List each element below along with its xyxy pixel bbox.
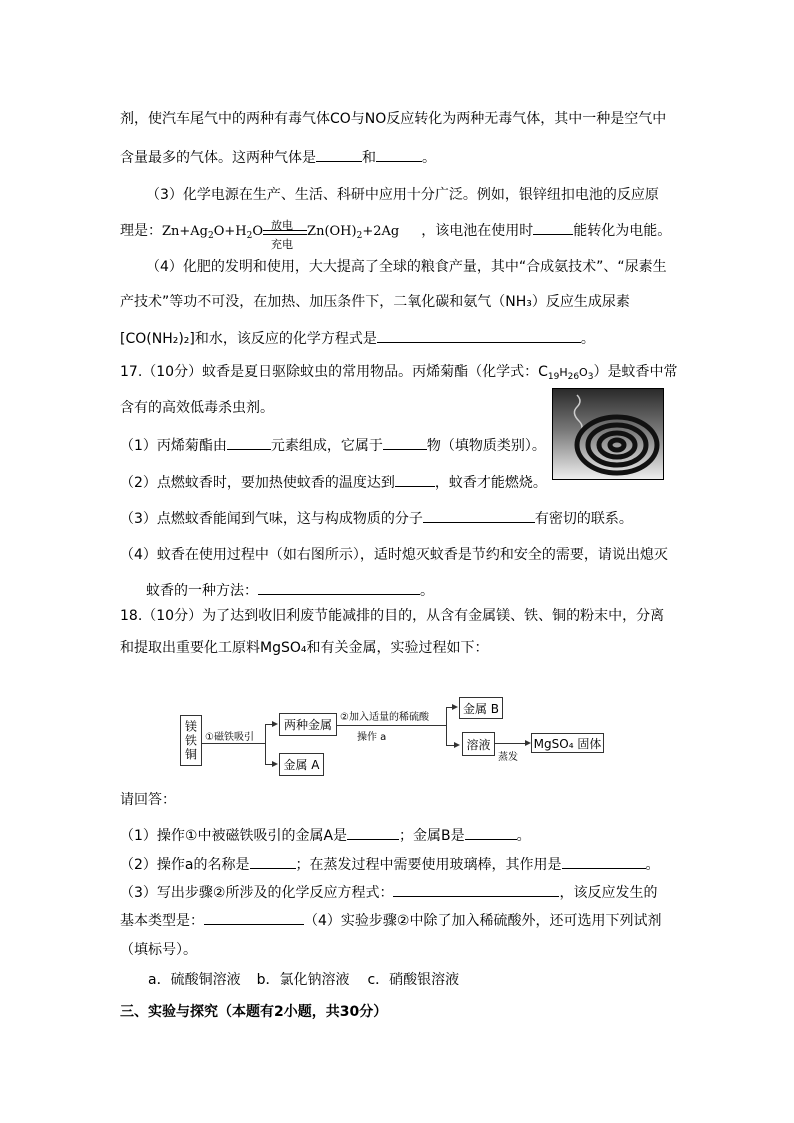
option-c: c．硝酸银溶液 [367, 972, 460, 988]
text-line: （1）丙烯菊酯由 元素组成，它属于 物（填物质类别）。 [120, 435, 546, 456]
section-heading: 三、实验与探究（本题有2小题，共30分） [120, 1004, 388, 1020]
text-line: （2）点燃蚊香时，要加热使蚊香的温度达到 ，蚊香才能燃烧。 [120, 472, 547, 493]
answer-blank[interactable] [376, 147, 422, 162]
text: 和 [362, 150, 376, 166]
text-line: 蚊香的一种方法： 。 [146, 580, 434, 601]
text-line: （4）蚊香在使用过程中（如右图所示），适时熄灭蚊香是节约和安全的需要，请说出熄灭 [120, 547, 668, 563]
answer-blank[interactable] [465, 825, 517, 840]
question-heading: 18.（10分）为了达到收旧利废节能减排的目的，从含有金属镁、铁、铜的粉末中，分离 [120, 608, 665, 624]
text-line: （3）点燃蚊香能闻到气味，这与构成物质的分子 有密切的联系。 [120, 508, 633, 529]
arrow-icon [452, 704, 458, 710]
text-line [120, 147, 436, 168]
solution-box: 溶液 [462, 732, 495, 756]
option-a: a．硫酸铜溶液 [148, 972, 241, 988]
text-line: 请回答： [120, 792, 176, 808]
text-line [120, 328, 595, 349]
mosquito-coil-image [552, 388, 664, 480]
answer-blank[interactable] [395, 472, 435, 487]
chemical-equation: $Zn+Ag_2O+H_2O$ 放电 充电 $Zn(OH)_2+2Ag$ [162, 218, 400, 251]
arrow-icon [454, 742, 460, 748]
text-line: 含有的高效低毒杀虫剂。 [120, 400, 274, 416]
start-box: 镁铁铜 [180, 715, 202, 766]
answer-blank[interactable] [258, 580, 420, 595]
answer-blank[interactable] [377, 328, 581, 343]
arrow-icon [272, 761, 278, 767]
text-line: （3）化学电源在生产、生活、科研中应用十分广泛。例如，银锌纽扣电池的反应原 [146, 187, 659, 203]
text: 能转化为电能。 [573, 223, 672, 239]
text-line: （3）写出步骤②所涉及的化学反应方程式： ，该反应发生的 [120, 882, 657, 903]
answer-blank[interactable] [316, 147, 362, 162]
text-line: 产技术”等功不可没，在加热、加压条件下，二氧化碳和氨气（NH₃）反应生成尿素 [120, 294, 630, 310]
answer-blank[interactable] [393, 882, 559, 897]
text: 理是： [120, 223, 162, 239]
options [148, 970, 459, 990]
answer-blank[interactable] [423, 508, 535, 523]
answer-blank[interactable] [250, 854, 296, 869]
answer-blank[interactable] [347, 825, 399, 840]
text: 。 [422, 150, 436, 166]
step2-label: ②加入适量的稀硫酸 [340, 712, 429, 723]
product-box: MgSO₄ 固体 [531, 733, 604, 753]
metal-b-box: 金属 B [459, 697, 503, 719]
text: ，该电池在使用时 [421, 223, 534, 239]
reversible-arrow-icon: 放电 充电 [263, 222, 307, 242]
operation-a-label: 操作 a [357, 732, 387, 743]
text-line: （4）化肥的发明和使用，大大提高了全球的粮食产量，其中“合成氨技术”、“尿素生 [146, 259, 667, 275]
text-line: 基本类型是： （4）实验步骤②中除了加入稀硫酸外，还可选用下列试剂 [120, 910, 661, 931]
text: 含量最多的气体。这两种气体是 [120, 150, 316, 166]
text-line: 和提取出重要化工原料MgSO₄和有关金属，实验过程如下： [120, 640, 489, 656]
question-heading: 17.（10分）蚊香是夏日驱除蚊虫的常用物品。丙烯菊酯（化学式：$C_{19}H_{26}O_3$）是蚊香中常 [120, 364, 678, 382]
arrow-icon [272, 721, 278, 727]
text-line: （1）操作①中被磁铁吸引的金属A是 ；金属B是 。 [120, 825, 531, 846]
two-metals-box: 两种金属 [279, 713, 337, 736]
answer-blank[interactable] [562, 854, 646, 869]
step1-label: ①磁铁吸引 [205, 732, 254, 743]
text-line: 剂，使汽车尾气中的两种有毒气体CO与NO反应转化为两种无毒气体，其中一种是空气中 [120, 111, 667, 127]
text-line [120, 218, 672, 251]
answer-blank[interactable] [533, 220, 573, 235]
option-b: b．氯化钠溶液 [256, 972, 350, 988]
text: [CO(NH₂)₂]和水，该反应的化学方程式是 [120, 331, 377, 347]
answer-blank[interactable] [227, 435, 271, 450]
text-line: （2）操作a的名称是 ；在蒸发过程中需要使用玻璃棒，其作用是 。 [120, 854, 660, 875]
answer-blank[interactable] [204, 910, 304, 925]
text-line: （填标号）。 [120, 942, 197, 958]
metal-a-box: 金属 A [279, 753, 324, 776]
text: 。 [580, 331, 595, 347]
evaporate-label: 蒸发 [498, 752, 518, 763]
answer-blank[interactable] [383, 435, 427, 450]
